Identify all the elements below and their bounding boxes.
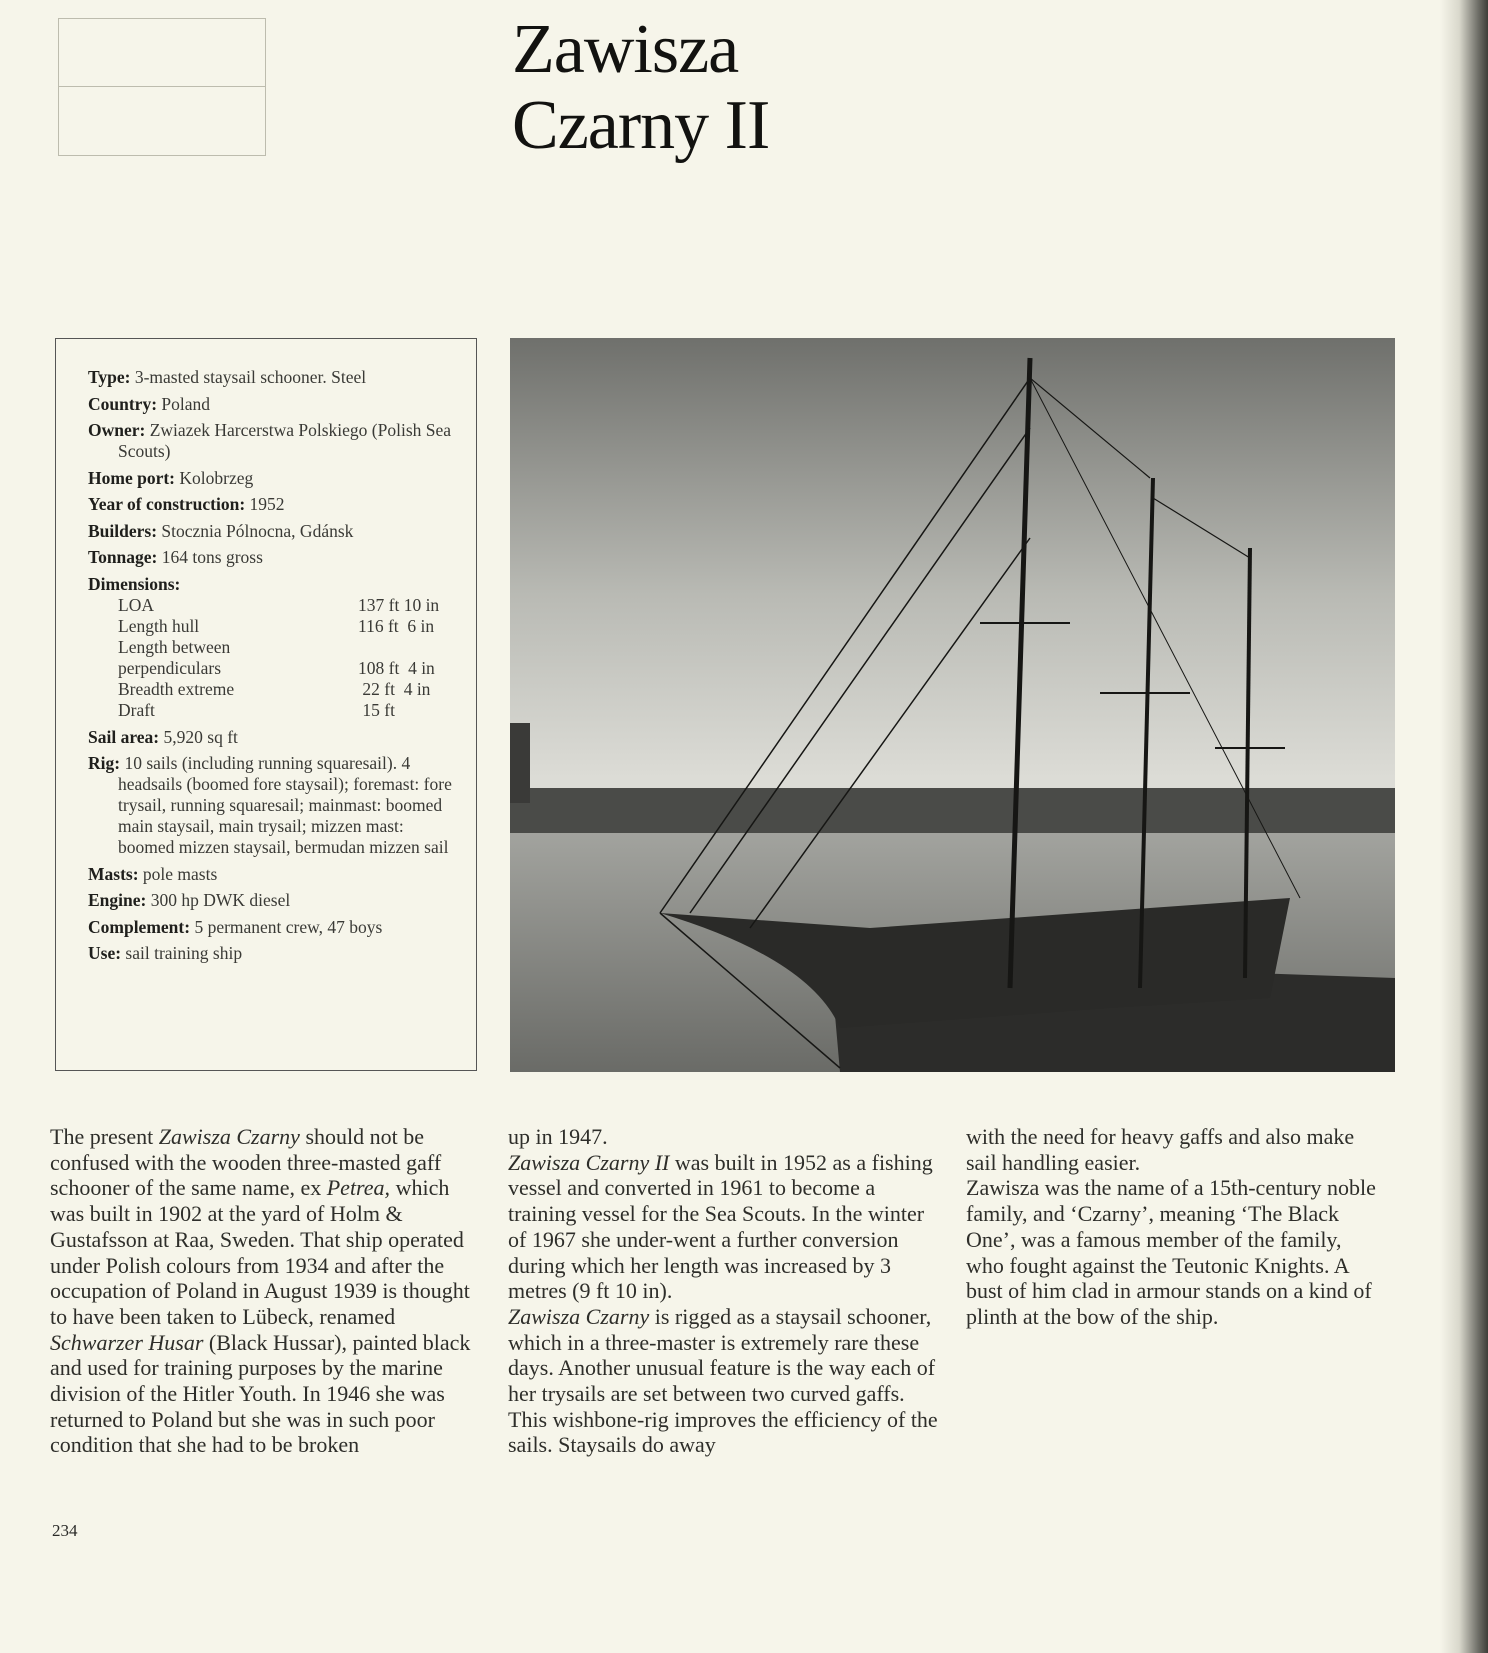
- dimensions-heading: [88, 574, 456, 595]
- ship-name: Zawisza Czarny: [508, 1303, 650, 1329]
- spec-row: [88, 521, 456, 542]
- spec-row: [88, 864, 456, 885]
- spec-row: [88, 727, 456, 748]
- dimension-row: [88, 616, 456, 637]
- spec-label: Tonnage:: [88, 547, 158, 567]
- paragraph: [50, 1124, 480, 1458]
- spec-value: sail training ship: [121, 943, 243, 963]
- paragraph: [508, 1304, 938, 1458]
- text-span: with the need for heavy gaffs and also make sail handling easier.: [966, 1124, 1355, 1175]
- text-span: should not be confused with the wooden three-masted gaff schooner of the same name, ex: [50, 1124, 442, 1201]
- text-span: which was built in 1902 at the yard of Holm & Gustafsson at Raa, Sweden. That ship operated under Polish colours from 1934 and after the occupation of Poland in August 1939 is thought to have been taken to Lübeck, renamed: [50, 1175, 470, 1329]
- blank-flag-box: [58, 18, 266, 156]
- ship-name: Petrea,: [326, 1175, 391, 1201]
- spec-value: Zwiazek Harcerstwa Polskiego (Polish Sea Scouts): [118, 420, 452, 461]
- spec-value: Kolobrzeg: [175, 467, 254, 488]
- spec-value: 3-masted staysail schooner. Steel: [130, 367, 367, 387]
- spec-label: Type:: [88, 367, 131, 387]
- spec-row: [88, 943, 456, 964]
- spec-label: Owner:: [88, 420, 146, 440]
- spec-label: Builders:: [88, 520, 158, 541]
- dimension-row: [88, 700, 456, 721]
- dimensions-label: Dimensions:: [88, 573, 181, 594]
- spec-row: [88, 367, 456, 388]
- dimension-row: [88, 637, 456, 679]
- spec-row: [88, 753, 456, 858]
- spec-label: Sail area:: [88, 726, 160, 747]
- spec-label: Home port:: [88, 467, 175, 488]
- dimension-value: 108 ft 4 in: [358, 657, 435, 678]
- spec-label: Engine:: [88, 890, 147, 910]
- dimension-value: 137 ft 10 in: [358, 594, 440, 615]
- paragraph: [508, 1150, 938, 1304]
- dimension-label: Length hull: [118, 615, 200, 636]
- book-gutter-shadow: [1440, 0, 1488, 1653]
- spec-row: [88, 494, 456, 515]
- page-title: [512, 12, 769, 164]
- divider: [59, 86, 265, 87]
- spec-row: [88, 890, 456, 911]
- spec-value: 10 sails (including running squaresail). 4 headsails (boomed fore staysail); foremast: fore trysail, running squaresail; mainmast: boomed main staysail, main trysail; mizzen mast: boomed mizzen staysail, bermudan mizzen sail: [118, 753, 452, 857]
- spec-label: Country:: [88, 393, 158, 414]
- spec-row: [88, 547, 456, 568]
- ship-name: Zawisza Czarny II: [508, 1149, 670, 1175]
- spec-value: 164 tons gross: [157, 547, 263, 567]
- text-column-1: [50, 1124, 480, 1458]
- paragraph: [966, 1175, 1381, 1329]
- spec-row: [88, 394, 456, 415]
- text-span: The present: [50, 1124, 159, 1149]
- spec-value: Stocznia Pólnocna, Gdánsk: [157, 520, 354, 541]
- spec-label: Complement:: [88, 916, 191, 937]
- specifications-box: [55, 338, 477, 1071]
- spec-row: [88, 468, 456, 489]
- dimension-label: LOA: [118, 594, 154, 615]
- ship-name: Zawisza Czarny: [158, 1124, 300, 1149]
- title-line-1: Zawisza: [512, 11, 739, 88]
- spec-value: 300 hp DWK diesel: [146, 890, 291, 910]
- spec-label: Use:: [88, 943, 122, 963]
- dimension-value: 15 ft: [358, 699, 395, 720]
- dimension-value: 116 ft 6 in: [358, 615, 435, 636]
- text-column-2: [508, 1124, 938, 1458]
- paragraph: [966, 1124, 1381, 1175]
- spec-value: 5,920 sq ft: [159, 726, 238, 747]
- text-span: (Black Hussar), painted black and used for training purposes by the marine division of the Hitler Youth. In 1946 she was returned to Poland but she was in such poor condition that she had to be broken: [50, 1329, 471, 1458]
- spec-label: Masts:: [88, 863, 139, 884]
- dimension-row: [88, 595, 456, 616]
- spec-label: Year of construction:: [88, 494, 246, 514]
- spec-row: [88, 917, 456, 938]
- spec-value: pole masts: [138, 863, 218, 884]
- ship-name: Schwarzer Husar: [50, 1329, 204, 1355]
- text-span: was built in 1952 as a fishing vessel and converted in 1961 to become a training vessel for the Sea Scouts. In the winter of 1967 she under-went a further conversion during which her length was increased by 3 metres (9 ft 10 in).: [508, 1149, 933, 1304]
- ship-photograph: [510, 338, 1395, 1072]
- spec-label: Rig:: [88, 753, 121, 773]
- dimension-row: [88, 679, 456, 700]
- spec-row: [88, 420, 456, 462]
- dimension-label: Breadth extreme: [118, 678, 235, 699]
- text-span: Zawisza was the name of a 15th-century noble family, and ‘Czarny’, meaning ‘The Black One’, was a famous member of the family, who fought against the Teutonic Knights. A bust of him clad in armour stands on a kind of plinth at the bow of the ship.: [966, 1175, 1376, 1329]
- spec-value: 5 permanent crew, 47 boys: [190, 916, 383, 937]
- dimension-label: Length between perpendiculars: [118, 636, 231, 678]
- title-line-2: Czarny II: [512, 87, 770, 164]
- dimension-label: Draft: [118, 699, 155, 720]
- spec-value: Poland: [157, 393, 211, 414]
- dimension-value: 22 ft 4 in: [358, 678, 431, 699]
- schooner-photo-illustration: [510, 338, 1395, 1072]
- text-span: is rigged as a staysail schooner, which in a three-master is extremely rare these days. Another unusual feature is the way each of her trysails are set between two curved gaffs. This wishbone-rig improves the efficiency of the sails. Staysails do away: [508, 1303, 938, 1458]
- page-number: 234: [52, 1521, 78, 1540]
- spec-value: 1952: [245, 494, 285, 514]
- paragraph: [508, 1124, 938, 1150]
- text-span: up in 1947.: [508, 1124, 608, 1149]
- text-column-3: [966, 1124, 1381, 1330]
